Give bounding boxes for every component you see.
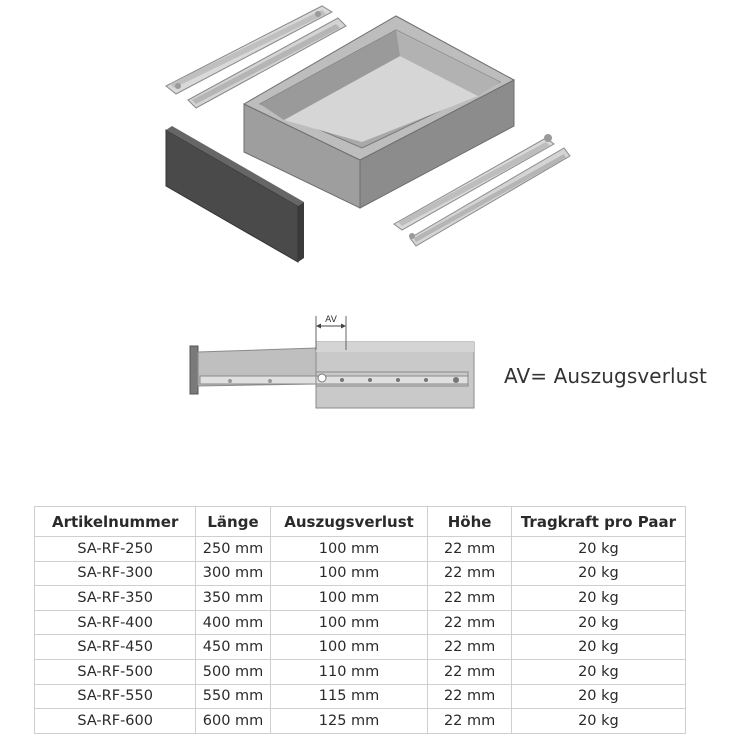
header-auszugsverlust: Auszugsverlust	[270, 507, 428, 537]
cell-laenge: 400 mm	[196, 610, 270, 635]
header-artikelnummer: Artikelnummer	[35, 507, 196, 537]
av-caption: AV= Auszugsverlust	[504, 364, 707, 388]
table-row	[35, 659, 686, 684]
cell-artikelnummer: SA-RF-300	[35, 561, 196, 586]
cell-tragkraft: 20 kg	[511, 586, 685, 611]
cell-auszugsverlust: 110 mm	[270, 659, 428, 684]
table-row	[35, 635, 686, 660]
cell-hoehe: 22 mm	[428, 537, 511, 562]
cell-auszugsverlust: 115 mm	[270, 684, 428, 709]
cell-laenge: 550 mm	[196, 684, 270, 709]
cell-laenge: 600 mm	[196, 709, 270, 734]
cell-hoehe: 22 mm	[428, 561, 511, 586]
cell-tragkraft: 20 kg	[511, 684, 685, 709]
cell-tragkraft: 20 kg	[511, 610, 685, 635]
cell-hoehe: 22 mm	[428, 659, 511, 684]
cell-laenge: 300 mm	[196, 561, 270, 586]
cell-hoehe: 22 mm	[428, 709, 511, 734]
cell-artikelnummer: SA-RF-600	[35, 709, 196, 734]
cell-tragkraft: 20 kg	[511, 561, 685, 586]
specification-table	[34, 506, 686, 734]
header-tragkraft: Tragkraft pro Paar	[511, 507, 685, 537]
cell-hoehe: 22 mm	[428, 586, 511, 611]
cell-laenge: 450 mm	[196, 635, 270, 660]
cell-tragkraft: 20 kg	[511, 537, 685, 562]
cell-laenge: 500 mm	[196, 659, 270, 684]
cell-tragkraft: 20 kg	[511, 709, 685, 734]
cell-auszugsverlust: 100 mm	[270, 537, 428, 562]
table-header-row	[35, 507, 686, 537]
cell-auszugsverlust: 100 mm	[270, 635, 428, 660]
cell-auszugsverlust: 100 mm	[270, 610, 428, 635]
cell-artikelnummer: SA-RF-500	[35, 659, 196, 684]
table-row	[35, 561, 686, 586]
cell-artikelnummer: SA-RF-250	[35, 537, 196, 562]
table-row	[35, 537, 686, 562]
cell-auszugsverlust: 125 mm	[270, 709, 428, 734]
cell-auszugsverlust: 100 mm	[270, 561, 428, 586]
cell-hoehe: 22 mm	[428, 610, 511, 635]
cell-artikelnummer: SA-RF-350	[35, 586, 196, 611]
cell-tragkraft: 20 kg	[511, 635, 685, 660]
cell-laenge: 250 mm	[196, 537, 270, 562]
table-row	[35, 684, 686, 709]
cell-tragkraft: 20 kg	[511, 659, 685, 684]
table-row	[35, 709, 686, 734]
table-row	[35, 586, 686, 611]
header-hoehe: Höhe	[428, 507, 511, 537]
cell-artikelnummer: SA-RF-450	[35, 635, 196, 660]
av-dimension-label: AV	[325, 315, 337, 325]
cell-laenge: 350 mm	[196, 586, 270, 611]
cell-auszugsverlust: 100 mm	[270, 586, 428, 611]
extension-loss-diagram	[190, 315, 474, 408]
cell-hoehe: 22 mm	[428, 635, 511, 660]
cell-artikelnummer: SA-RF-550	[35, 684, 196, 709]
header-laenge: Länge	[196, 507, 270, 537]
cell-hoehe: 22 mm	[428, 684, 511, 709]
cell-artikelnummer: SA-RF-400	[35, 610, 196, 635]
table-row	[35, 610, 686, 635]
